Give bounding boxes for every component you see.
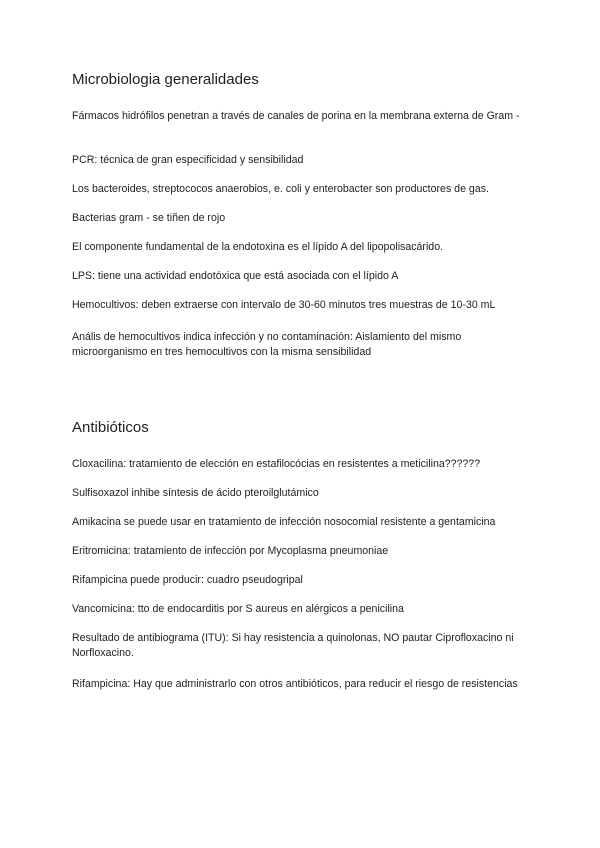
note-item: Vancomicina: tto de endocarditis por S aureus en alérgicos a penicilina xyxy=(72,603,404,615)
note-item: Anális de hemocultivos indica infección y no contaminación: Aislamiento del mismo microorganismo en tres hemocultivos con la misma sensibilidad xyxy=(72,331,462,358)
note-item: Amikacina se puede usar en tratamiento de infección nosocomial resistente a gentamicina xyxy=(72,516,496,528)
note-item: Sulfisoxazol inhibe síntesis de ácido pteroilglutámico xyxy=(72,487,319,499)
note-item: Hemocultivos: deben extraerse con intervalo de 30-60 minutos tres muestras de 10-30 mL xyxy=(72,299,496,311)
section-title-microbiologia: Microbiologia generalidades xyxy=(72,71,259,88)
note-item: Bacterias gram - se tiñen de rojo xyxy=(72,212,226,224)
note-item: Cloxacilina: tratamiento de elección en estafilocócias en resistentes a meticilina?????? xyxy=(72,458,481,470)
note-item: Rifampicina: Hay que administrarlo con otros antibióticos, para reducir el riesgo de resistencias xyxy=(72,678,518,690)
note-item: Fármacos hidrófilos penetran a través de canales de porina en la membrana externa de Gram - xyxy=(72,110,520,122)
note-item: LPS: tiene una actividad endotóxica que está asociada con el lípido A xyxy=(72,270,399,282)
section-title-antibioticos: Antibióticos xyxy=(72,419,149,436)
note-item: El componente fundamental de la endotoxina es el lípido A del lipopolisacárido. xyxy=(72,241,444,253)
note-item: Resultado de antibiograma (ITU): Si hay resistencia a quinolonas, NO pautar Ciprofloxacino ni Norfloxacino. xyxy=(72,632,514,659)
note-item: Eritromicina: tratamiento de infección por Mycoplasma pneumoniae xyxy=(72,545,389,557)
note-item: Los bacteroides, streptococos anaerobios, e. coli y enterobacter son productores de gas. xyxy=(72,183,489,195)
note-item: PCR: técnica de gran especificidad y sensibilidad xyxy=(72,154,304,166)
note-item: Rifampicina puede producir: cuadro pseudogripal xyxy=(72,574,303,586)
